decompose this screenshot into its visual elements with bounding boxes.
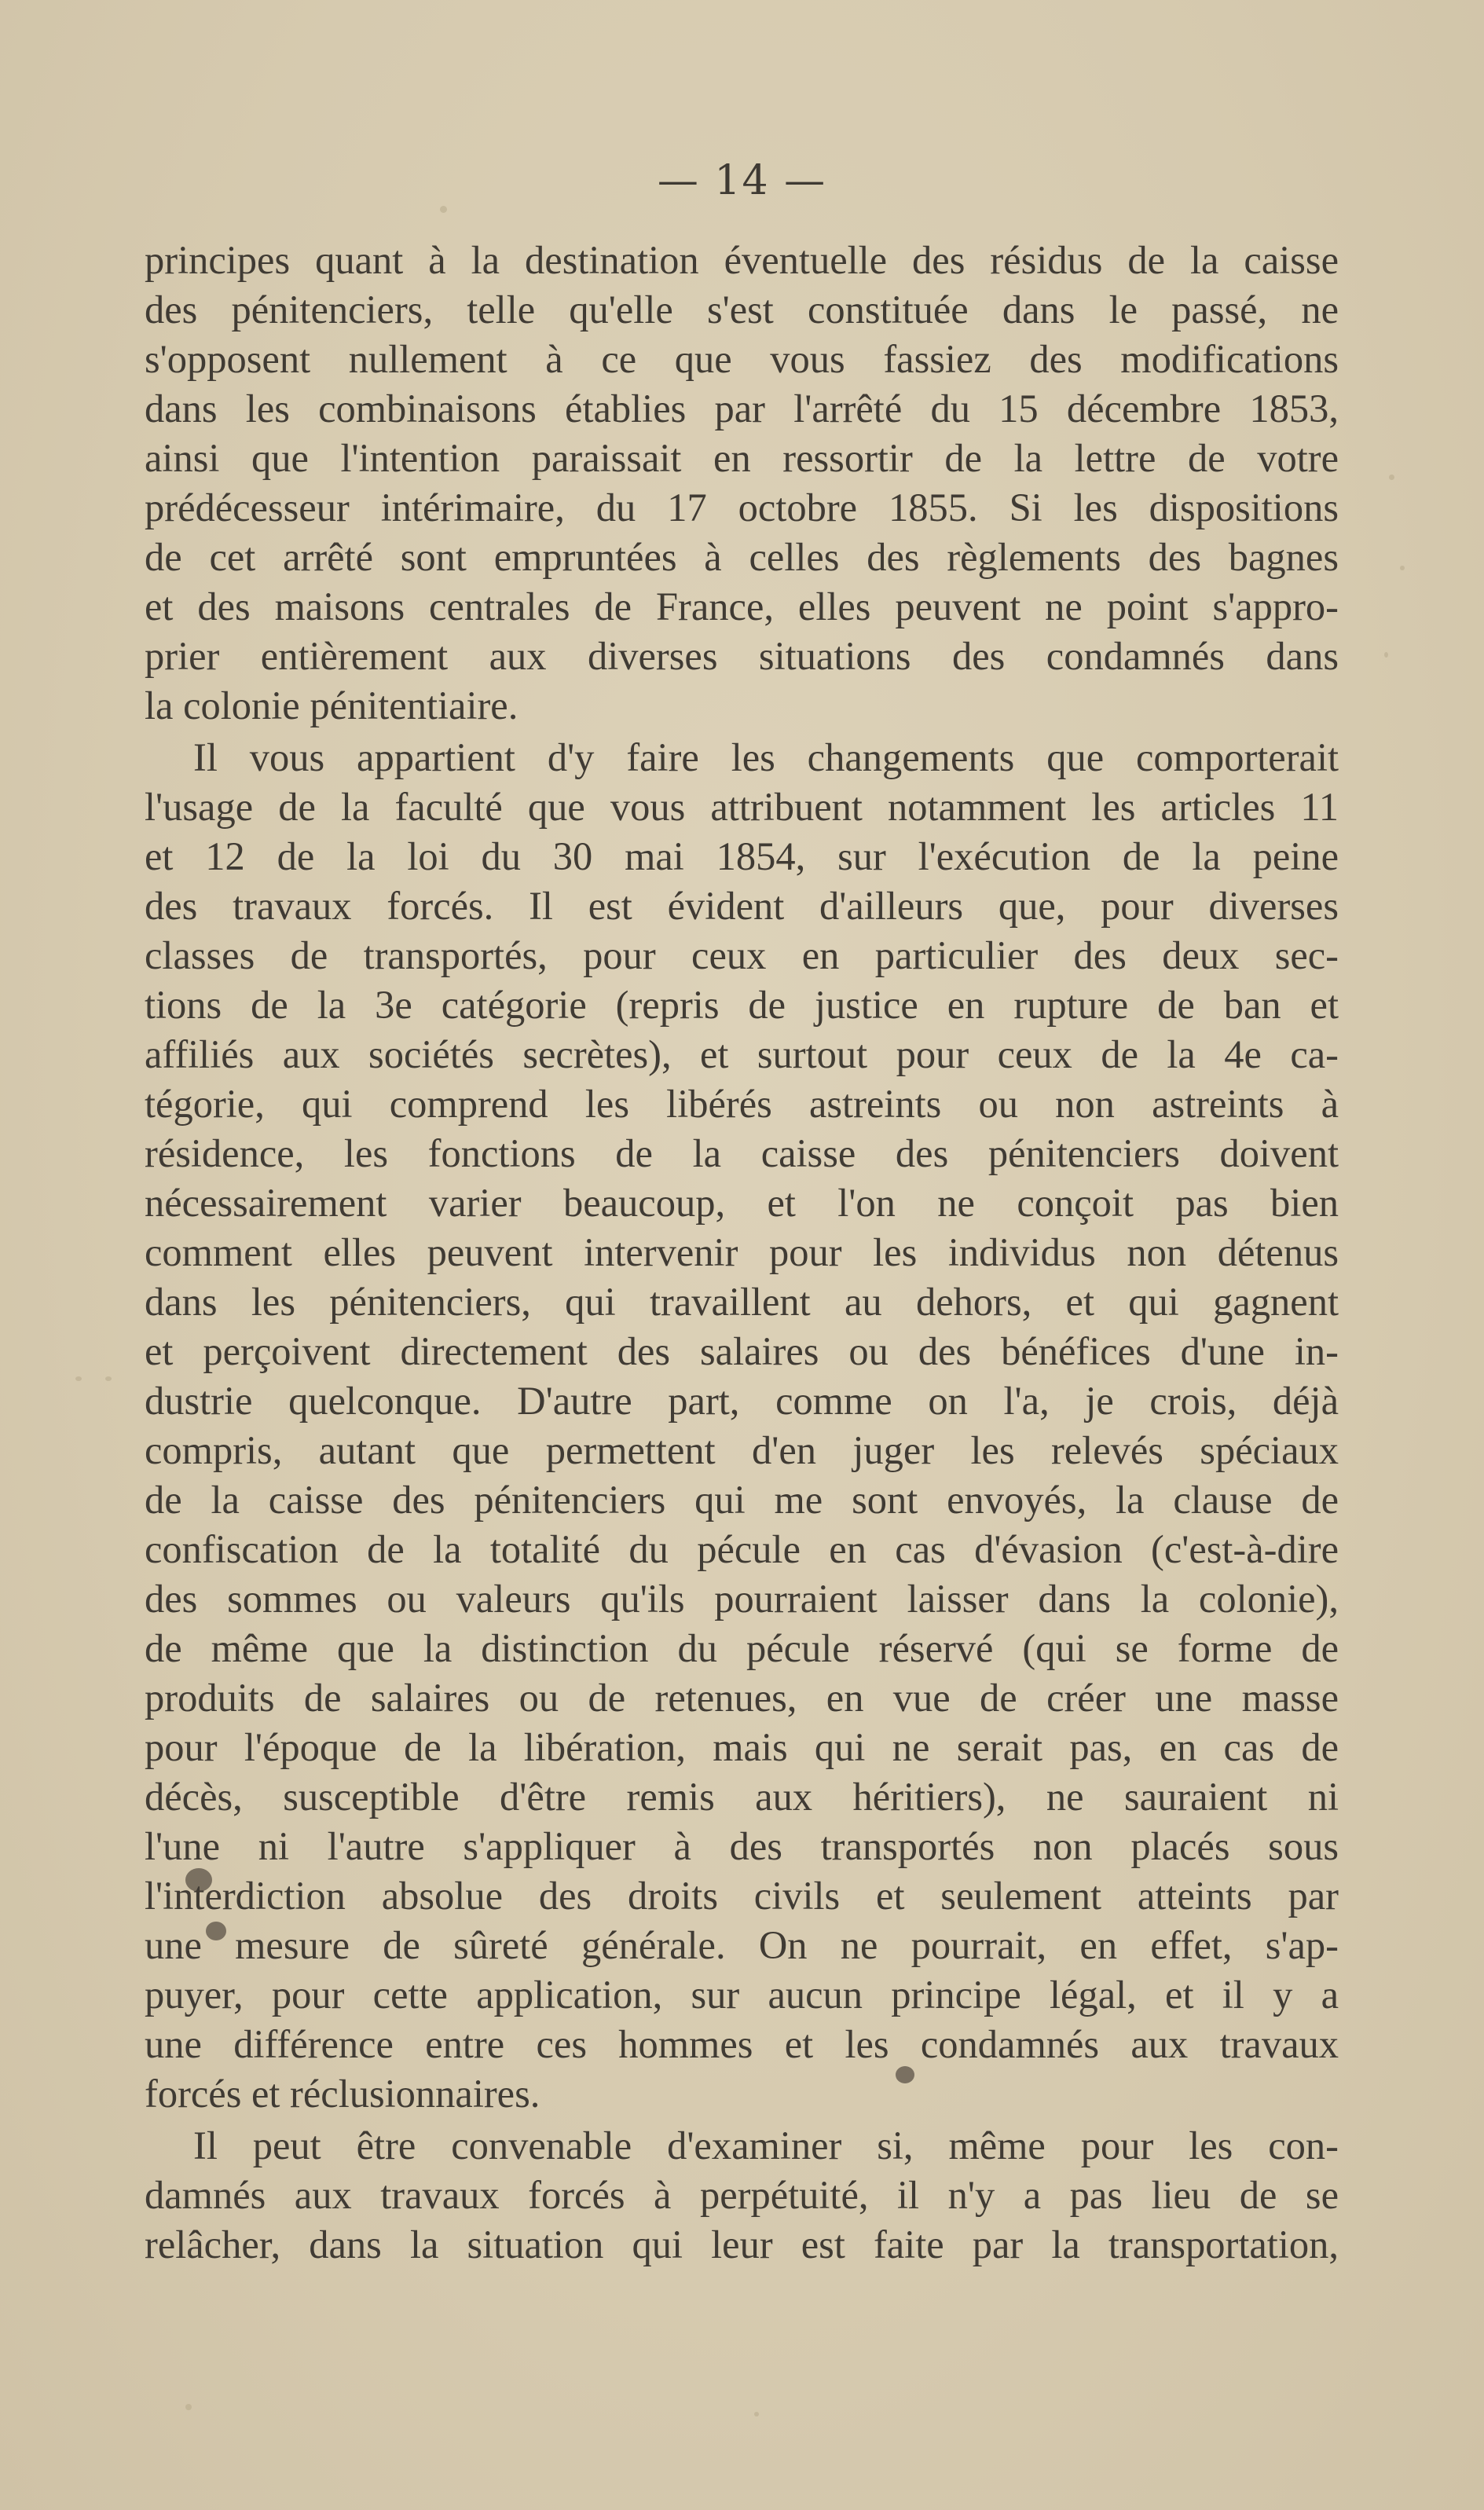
- text-line: affiliés aux sociétés secrètes), et surtout pour ceux de la 4e ca-: [145, 1032, 1339, 1076]
- text-line: principes quant à la destination éventuelle des résidus de la caisse: [145, 238, 1339, 282]
- text-line: de même que la distinction du pécule réservé (qui se forme de: [145, 1626, 1339, 1670]
- text-line: l'interdiction absolue des droits civils et seulement atteints par: [145, 1874, 1339, 1918]
- text-line: ainsi que l'intention paraissait en ressortir de la lettre de votre: [145, 436, 1339, 480]
- paper-speck: [1400, 566, 1405, 570]
- text-line: de la caisse des pénitenciers qui me sont envoyés, la clause de: [145, 1478, 1339, 1522]
- paper-speck: [105, 1376, 112, 1381]
- text-line: une différence entre ces hommes et les condamnés aux travaux: [145, 2022, 1339, 2066]
- text-line: s'opposent nullement à ce que vous fassiez des modifications: [145, 337, 1339, 381]
- body-text: [145, 236, 1339, 2270]
- text-line: classes de transportés, pour ceux en particulier des deux sec-: [145, 933, 1339, 977]
- text-line: pour l'époque de la libération, mais qui ne serait pas, en cas de: [145, 1725, 1339, 1769]
- paper-speck: [75, 1376, 82, 1381]
- text-line: l'usage de la faculté que vous attribuent notamment les articles 11: [145, 785, 1339, 829]
- text-line: puyer, pour cette application, sur aucun principe légal, et il y a: [145, 1973, 1339, 2017]
- text-line: et des maisons centrales de France, elles peuvent ne point s'appro-: [145, 584, 1339, 628]
- text-line: produits de salaires ou de retenues, en vue de créer une masse: [145, 1676, 1339, 1720]
- text-line: l'une ni l'autre s'appliquer à des transportés non placés sous: [145, 1824, 1339, 1868]
- text-line: des travaux forcés. Il est évident d'ailleurs que, pour diverses: [145, 884, 1339, 928]
- text-line: dans les combinaisons établies par l'arrêté du 15 décembre 1853,: [145, 387, 1339, 431]
- text-line: comment elles peuvent intervenir pour les individus non détenus: [145, 1230, 1339, 1274]
- text-line: prédécesseur intérimaire, du 17 octobre 1855. Si les dispositions: [145, 486, 1339, 529]
- paper-speck: [754, 2412, 759, 2417]
- paper-speck: [185, 2404, 192, 2410]
- paragraph-2: [145, 733, 1339, 2119]
- text-line: nécessairement varier beaucoup, et l'on ne conçoit pas bien: [145, 1181, 1339, 1225]
- paper-speck: [1389, 475, 1394, 480]
- text-line: dans les pénitenciers, qui travaillent au dehors, et qui gagnent: [145, 1280, 1339, 1324]
- text-line: dustrie quelconque. D'autre part, comme on l'a, je crois, déjà: [145, 1379, 1339, 1423]
- text-line: et perçoivent directement des salaires ou des bénéfices d'une in-: [145, 1329, 1339, 1373]
- text-line: damnés aux travaux forcés à perpétuité, il n'y a pas lieu de se: [145, 2173, 1339, 2217]
- text-line: des pénitenciers, telle qu'elle s'est constituée dans le passé, ne: [145, 288, 1339, 332]
- text-line: forcés et réclusionnaires.: [145, 2072, 540, 2116]
- text-line: décès, susceptible d'être remis aux héritiers), ne sauraient ni: [145, 1775, 1339, 1819]
- text-line: des sommes ou valeurs qu'ils pourraient laisser dans la colonie),: [145, 1577, 1339, 1621]
- text-line: tégorie, qui comprend les libérés astreints ou non astreints à: [145, 1082, 1339, 1126]
- text-line: et 12 de la loi du 30 mai 1854, sur l'exécution de la peine: [145, 834, 1339, 878]
- text-line: Il peut être convenable d'examiner si, même pour les con-: [193, 2123, 1339, 2167]
- page-number: — 14 —: [657, 157, 827, 204]
- text-line: résidence, les fonctions de la caisse des pénitenciers doivent: [145, 1131, 1339, 1175]
- text-line: de cet arrêté sont empruntées à celles des règlements des bagnes: [145, 535, 1339, 579]
- paragraph-3: [145, 2121, 1339, 2270]
- text-line: tions de la 3e catégorie (repris de justice en rupture de ban et: [145, 983, 1339, 1027]
- text-line: compris, autant que permettent d'en juger les relevés spéciaux: [145, 1428, 1339, 1472]
- paper-speck: [440, 206, 447, 213]
- text-line: une mesure de sûreté générale. On ne pourrait, en effet, s'ap-: [145, 1923, 1339, 1967]
- text-line: la colonie pénitentiaire.: [145, 683, 518, 727]
- text-line: Il vous appartient d'y faire les changements que comporterait: [193, 735, 1339, 779]
- paper-speck: [1384, 652, 1388, 658]
- paragraph-1: [145, 236, 1339, 731]
- text-line: prier entièrement aux diverses situations des condamnés dans: [145, 634, 1339, 678]
- text-line: confiscation de la totalité du pécule en cas d'évasion (c'est-à-dire: [145, 1527, 1339, 1571]
- text-line: relâcher, dans la situation qui leur est faite par la transportation,: [145, 2222, 1339, 2266]
